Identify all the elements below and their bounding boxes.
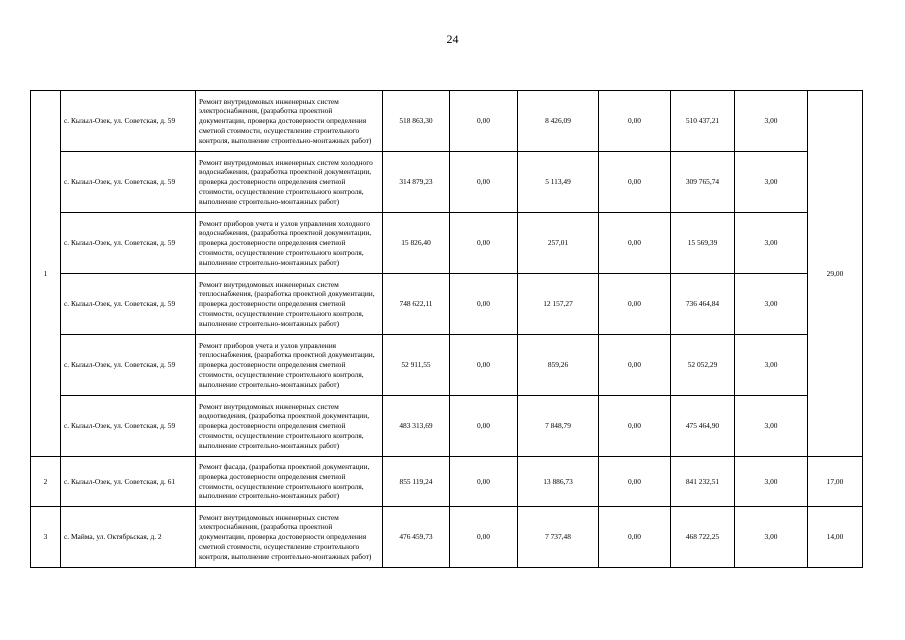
value-cell: 12 157,27 xyxy=(518,274,599,335)
address-cell: с. Кызыл-Озек, ул. Советская, д. 59 xyxy=(61,396,196,457)
value-cell: 0,00 xyxy=(599,335,671,396)
address-cell: с. Кызыл-Озек, ул. Советская, д. 59 xyxy=(61,152,196,213)
total-cost-cell: 15 826,40 xyxy=(383,213,450,274)
table-row xyxy=(31,213,863,274)
total-cost-cell: 52 911,55 xyxy=(383,335,450,396)
address-cell: с. Кызыл-Озек, ул. Советская, д. 59 xyxy=(61,91,196,152)
value-cell: 3,00 xyxy=(735,213,808,274)
value-cell: 736 464,84 xyxy=(671,274,735,335)
work-description-cell: Ремонт приборов учета и узлов управления холодного водоснабжения, (разработка проектной документации, проверка достоверности определения сметной стоимости, осуществление строительного контроля, выполнение строительно-монтажных работ) xyxy=(196,213,383,274)
value-cell: 3,00 xyxy=(735,274,808,335)
total-cost-cell: 855 119,24 xyxy=(383,457,450,507)
address-cell: с. Кызыл-Озек, ул. Советская, д. 59 xyxy=(61,213,196,274)
value-cell: 0,00 xyxy=(599,152,671,213)
work-description-cell: Ремонт приборов учета и узлов управления теплоснабжения, (разработка проектной документации, проверка достоверности определения сметной стоимости, осуществление строительного контроля, выполнение строительно-монтажных работ) xyxy=(196,335,383,396)
value-cell: 0,00 xyxy=(450,213,518,274)
value-cell: 0,00 xyxy=(599,457,671,507)
work-description-cell: Ремонт внутридомовых инженерных систем электроснабжения, (разработка проектной документации, проверка достоверности определения сметной стоимости, осуществление строительного контроля, выполнение строительно-монтажных работ) xyxy=(196,91,383,152)
value-cell: 510 437,21 xyxy=(671,91,735,152)
group-total-cell: 17,00 xyxy=(808,457,863,507)
value-cell: 7 737,48 xyxy=(518,507,599,568)
address-cell: с. Кызыл-Озек, ул. Советская, д. 61 xyxy=(61,457,196,507)
value-cell: 0,00 xyxy=(599,396,671,457)
value-cell: 468 722,25 xyxy=(671,507,735,568)
work-description-cell: Ремонт внутридомовых инженерных систем холодного водоснабжения, (разработка проектной документации, проверка достоверности определения сметной стоимости, осуществление строительного контроля, выполнение строительно-монтажных работ) xyxy=(196,152,383,213)
value-cell: 0,00 xyxy=(450,396,518,457)
repair-table xyxy=(30,90,863,568)
value-cell: 841 232,51 xyxy=(671,457,735,507)
value-cell: 475 464,90 xyxy=(671,396,735,457)
total-cost-cell: 314 879,23 xyxy=(383,152,450,213)
row-number: 2 xyxy=(31,457,61,507)
work-description-cell: Ремонт фасада, (разработка проектной документации, проверка достоверности определения сметной стоимости, осуществление строительного контроля, выполнение строительно-монтажных работ) xyxy=(196,457,383,507)
row-number: 3 xyxy=(31,507,61,568)
value-cell: 3,00 xyxy=(735,335,808,396)
value-cell: 3,00 xyxy=(735,507,808,568)
value-cell: 0,00 xyxy=(450,335,518,396)
value-cell: 3,00 xyxy=(735,91,808,152)
value-cell: 309 765,74 xyxy=(671,152,735,213)
value-cell: 0,00 xyxy=(450,507,518,568)
work-description-cell: Ремонт внутридомовых инженерных систем водоотведения, (разработка проектной документации, проверка достоверности определения сметной стоимости, осуществление строительного контроля, выполнение строительно-монтажных работ) xyxy=(196,396,383,457)
value-cell: 52 052,29 xyxy=(671,335,735,396)
group-total-cell: 14,00 xyxy=(808,507,863,568)
total-cost-cell: 748 622,11 xyxy=(383,274,450,335)
table-row xyxy=(31,335,863,396)
address-cell: с. Кызыл-Озек, ул. Советская, д. 59 xyxy=(61,274,196,335)
value-cell: 0,00 xyxy=(450,91,518,152)
value-cell: 0,00 xyxy=(450,457,518,507)
value-cell: 859,26 xyxy=(518,335,599,396)
value-cell: 0,00 xyxy=(450,152,518,213)
table-row xyxy=(31,507,863,568)
address-cell: с. Майма, ул. Октябрьская, д. 2 xyxy=(61,507,196,568)
total-cost-cell: 483 313,69 xyxy=(383,396,450,457)
address-cell: с. Кызыл-Озек, ул. Советская, д. 59 xyxy=(61,335,196,396)
table-row xyxy=(31,152,863,213)
page-number: 24 xyxy=(446,32,459,46)
work-description-cell: Ремонт внутридомовых инженерных систем электроснабжения, (разработка проектной документации, проверка достоверности определения сметной стоимости, осуществление строительного контроля, выполнение строительно-монтажных работ) xyxy=(196,507,383,568)
value-cell: 0,00 xyxy=(599,507,671,568)
value-cell: 8 426,09 xyxy=(518,91,599,152)
value-cell: 13 886,73 xyxy=(518,457,599,507)
value-cell: 0,00 xyxy=(599,91,671,152)
value-cell: 0,00 xyxy=(599,274,671,335)
total-cost-cell: 476 459,73 xyxy=(383,507,450,568)
value-cell: 0,00 xyxy=(599,213,671,274)
value-cell: 15 569,39 xyxy=(671,213,735,274)
value-cell: 257,01 xyxy=(518,213,599,274)
table-row xyxy=(31,457,863,507)
table-row xyxy=(31,396,863,457)
value-cell: 5 113,49 xyxy=(518,152,599,213)
value-cell: 3,00 xyxy=(735,152,808,213)
row-number: 1 xyxy=(31,91,61,457)
value-cell: 0,00 xyxy=(450,274,518,335)
group-total-cell: 29,00 xyxy=(808,91,863,457)
value-cell: 3,00 xyxy=(735,457,808,507)
total-cost-cell: 518 863,30 xyxy=(383,91,450,152)
table-row xyxy=(31,274,863,335)
table-row xyxy=(31,91,863,152)
value-cell: 7 848,79 xyxy=(518,396,599,457)
value-cell: 3,00 xyxy=(735,396,808,457)
work-description-cell: Ремонт внутридомовых инженерных систем теплоснабжения, (разработка проектной документации, проверка достоверности определения сметной стоимости, осуществление строительного контроля, выполнение строительно-монтажных работ) xyxy=(196,274,383,335)
